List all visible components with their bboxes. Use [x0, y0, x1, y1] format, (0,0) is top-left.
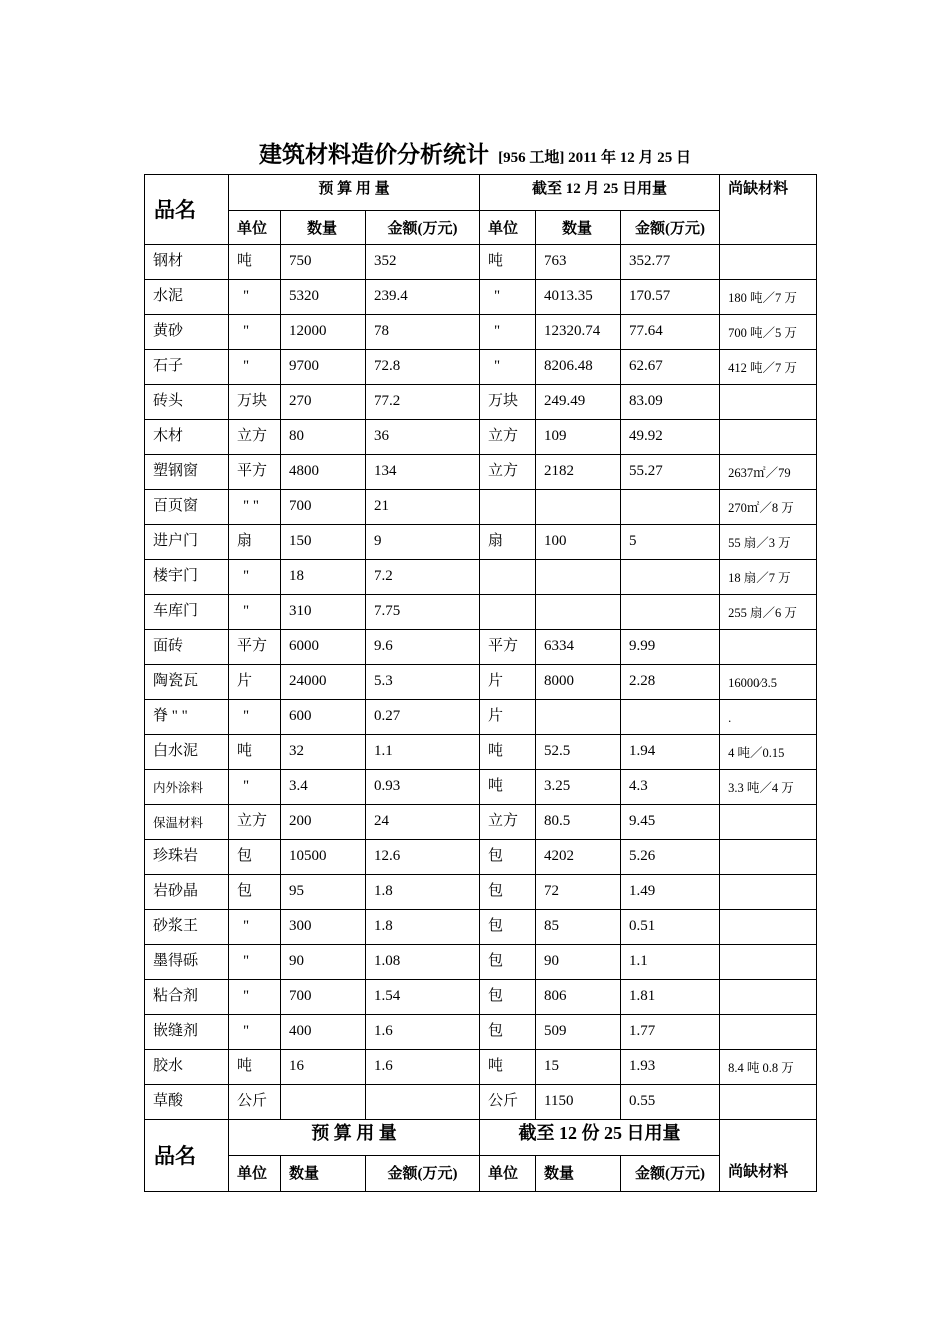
- cell-budget-unit: 平方: [229, 630, 281, 665]
- cell-used-amount: 62.67: [621, 350, 720, 385]
- footer-budget-amount: 金额(万元): [366, 1156, 480, 1192]
- cell-used-qty: 249.49: [536, 385, 621, 420]
- header-budget-amount: 金额(万元): [366, 211, 480, 245]
- cell-used-amount: 4.3: [621, 770, 720, 805]
- cell-shortage: [720, 805, 817, 840]
- cell-name: 保温材料: [145, 805, 229, 840]
- table-row: [145, 490, 817, 525]
- cell-budget-amount: 5.3: [366, 665, 480, 700]
- cell-budget-amount: 239.4: [366, 280, 480, 315]
- cell-budget-qty: 700: [281, 980, 366, 1015]
- cell-budget-qty: 4800: [281, 455, 366, 490]
- cell-used-unit: 立方: [480, 420, 536, 455]
- cell-used-unit: 万块: [480, 385, 536, 420]
- cell-name: 塑钢窗: [145, 455, 229, 490]
- cell-budget-unit: 吨: [229, 245, 281, 280]
- cell-shortage: 255 扇／6 万: [720, 595, 817, 630]
- cell-used-qty: 90: [536, 945, 621, 980]
- table-row: [145, 735, 817, 770]
- cell-name: 粘合剂: [145, 980, 229, 1015]
- cell-name: 嵌缝剂: [145, 1015, 229, 1050]
- header-budget-unit: 单位: [229, 211, 281, 245]
- cell-used-unit: 吨: [480, 1050, 536, 1085]
- cell-used-amount: 1.93: [621, 1050, 720, 1085]
- cell-shortage: [720, 420, 817, 455]
- cell-budget-amount: 1.54: [366, 980, 480, 1015]
- cell-name: 车库门: [145, 595, 229, 630]
- cell-shortage: 3.3 吨／4 万: [720, 770, 817, 805]
- cell-budget-unit: 立方: [229, 420, 281, 455]
- cell-used-amount: 49.92: [621, 420, 720, 455]
- cell-used-unit: 平方: [480, 630, 536, 665]
- table-row: [145, 700, 817, 735]
- cell-used-amount: 77.64: [621, 315, 720, 350]
- cell-budget-qty: 18: [281, 560, 366, 595]
- cell-budget-qty: 3.4: [281, 770, 366, 805]
- table-row: [145, 840, 817, 875]
- cell-budget-amount: 9: [366, 525, 480, 560]
- cell-used-qty: 12320.74: [536, 315, 621, 350]
- cell-name: 砂浆王: [145, 910, 229, 945]
- table-row: [145, 770, 817, 805]
- footer-budget-qty: 数量: [281, 1156, 366, 1192]
- cell-budget-amount: 7.2: [366, 560, 480, 595]
- cell-budget-qty: 6000: [281, 630, 366, 665]
- cell-budget-amount: 77.2: [366, 385, 480, 420]
- cell-used-unit: ": [480, 350, 536, 385]
- cell-budget-unit: ": [229, 1015, 281, 1050]
- cell-used-amount: 0.55: [621, 1085, 720, 1120]
- cell-name: 楼宇门: [145, 560, 229, 595]
- cell-budget-amount: 1.6: [366, 1015, 480, 1050]
- cell-budget-amount: 21: [366, 490, 480, 525]
- cell-budget-qty: [281, 1085, 366, 1120]
- cell-used-qty: 763: [536, 245, 621, 280]
- cell-budget-amount: 1.08: [366, 945, 480, 980]
- cell-budget-unit: ": [229, 980, 281, 1015]
- cell-used-unit: [480, 490, 536, 525]
- footer-budget-unit: 单位: [229, 1156, 281, 1192]
- cell-budget-qty: 16: [281, 1050, 366, 1085]
- cell-used-qty: 806: [536, 980, 621, 1015]
- cell-name: 胶水: [145, 1050, 229, 1085]
- cell-used-amount: 83.09: [621, 385, 720, 420]
- cell-used-unit: 公斤: [480, 1085, 536, 1120]
- cell-used-qty: 100: [536, 525, 621, 560]
- cell-shortage: [720, 1085, 817, 1120]
- cell-name: 百页窗: [145, 490, 229, 525]
- table-row: [145, 805, 817, 840]
- header-used-qty: 数量: [536, 211, 621, 245]
- cell-used-qty: 15: [536, 1050, 621, 1085]
- cell-budget-qty: 32: [281, 735, 366, 770]
- cell-shortage: 700 吨／5 万: [720, 315, 817, 350]
- cell-budget-unit: 包: [229, 840, 281, 875]
- table-row: [145, 560, 817, 595]
- cell-budget-unit: 公斤: [229, 1085, 281, 1120]
- cell-used-unit: 包: [480, 945, 536, 980]
- cell-used-qty: 80.5: [536, 805, 621, 840]
- materials-table: [144, 174, 817, 1192]
- table-row: [145, 315, 817, 350]
- cell-budget-qty: 12000: [281, 315, 366, 350]
- cell-name: 墨得砾: [145, 945, 229, 980]
- cell-used-qty: 1150: [536, 1085, 621, 1120]
- table-row: [145, 420, 817, 455]
- cell-budget-amount: 36: [366, 420, 480, 455]
- cell-budget-unit: 片: [229, 665, 281, 700]
- cell-used-qty: 509: [536, 1015, 621, 1050]
- cell-used-unit: [480, 595, 536, 630]
- cell-budget-qty: 700: [281, 490, 366, 525]
- cell-budget-amount: [366, 1085, 480, 1120]
- footer-used-group: 截至 12 份 25 日用量: [480, 1120, 720, 1156]
- cell-used-amount: 1.49: [621, 875, 720, 910]
- cell-shortage: 270㎡／8 万: [720, 490, 817, 525]
- header-row-1: [145, 175, 817, 211]
- cell-shortage: 4 吨／0.15: [720, 735, 817, 770]
- cell-used-qty: 2182: [536, 455, 621, 490]
- cell-used-unit: ": [480, 280, 536, 315]
- table-row: [145, 875, 817, 910]
- cell-budget-amount: 1.8: [366, 910, 480, 945]
- cell-budget-qty: 5320: [281, 280, 366, 315]
- cell-used-unit: 包: [480, 875, 536, 910]
- table-footer: [145, 1120, 817, 1192]
- cell-budget-qty: 750: [281, 245, 366, 280]
- cell-budget-unit: 平方: [229, 455, 281, 490]
- cell-name: 钢材: [145, 245, 229, 280]
- footer-row-1: [145, 1120, 817, 1156]
- cell-name: 面砖: [145, 630, 229, 665]
- table-row: [145, 1085, 817, 1120]
- cell-used-amount: 1.1: [621, 945, 720, 980]
- cell-shortage: [720, 1015, 817, 1050]
- cell-budget-amount: 1.1: [366, 735, 480, 770]
- cell-used-unit: 扇: [480, 525, 536, 560]
- table-row: [145, 385, 817, 420]
- cell-budget-unit: ": [229, 945, 281, 980]
- cell-name: 内外涂料: [145, 770, 229, 805]
- cell-shortage: [720, 840, 817, 875]
- cell-used-unit: 包: [480, 840, 536, 875]
- cell-used-amount: 0.51: [621, 910, 720, 945]
- cell-budget-qty: 10500: [281, 840, 366, 875]
- cell-budget-amount: 0.93: [366, 770, 480, 805]
- cell-shortage: 55 扇／3 万: [720, 525, 817, 560]
- footer-budget-group: 预 算 用 量: [229, 1120, 480, 1156]
- header-shortage: 尚缺材料: [720, 175, 817, 245]
- footer-shortage: 尚缺材料: [720, 1120, 817, 1192]
- cell-shortage: 180 吨／7 万: [720, 280, 817, 315]
- cell-used-qty: 52.5: [536, 735, 621, 770]
- cell-used-amount: 352.77: [621, 245, 720, 280]
- cell-name: 水泥: [145, 280, 229, 315]
- cell-shortage: [720, 910, 817, 945]
- cell-used-amount: 1.81: [621, 980, 720, 1015]
- header-budget-qty: 数量: [281, 211, 366, 245]
- cell-used-qty: 4202: [536, 840, 621, 875]
- cell-used-qty: [536, 595, 621, 630]
- cell-name: 岩砂晶: [145, 875, 229, 910]
- cell-shortage: 412 吨／7 万: [720, 350, 817, 385]
- footer-name: 品名: [145, 1120, 229, 1192]
- cell-shortage: 18 扇／7 万: [720, 560, 817, 595]
- cell-budget-qty: 80: [281, 420, 366, 455]
- cell-budget-unit: 立方: [229, 805, 281, 840]
- cell-used-amount: [621, 560, 720, 595]
- table-row: [145, 525, 817, 560]
- footer-used-amount: 金额(万元): [621, 1156, 720, 1192]
- footer-used-qty: 数量: [536, 1156, 621, 1192]
- table-body: [145, 175, 817, 1120]
- cell-name: 脊 " ": [145, 700, 229, 735]
- cell-budget-amount: 7.75: [366, 595, 480, 630]
- cell-budget-unit: ": [229, 595, 281, 630]
- cell-used-amount: 55.27: [621, 455, 720, 490]
- cell-used-unit: [480, 560, 536, 595]
- cell-budget-amount: 134: [366, 455, 480, 490]
- cell-used-qty: 109: [536, 420, 621, 455]
- cell-name: 木材: [145, 420, 229, 455]
- cell-used-unit: 片: [480, 700, 536, 735]
- cell-budget-amount: 9.6: [366, 630, 480, 665]
- cell-used-amount: [621, 490, 720, 525]
- cell-shortage: [720, 945, 817, 980]
- cell-budget-qty: 24000: [281, 665, 366, 700]
- cell-used-qty: 3.25: [536, 770, 621, 805]
- table-row: [145, 1050, 817, 1085]
- cell-used-amount: [621, 595, 720, 630]
- cell-shortage: [720, 245, 817, 280]
- cell-used-unit: 包: [480, 980, 536, 1015]
- header-used-unit: 单位: [480, 211, 536, 245]
- table-row: [145, 945, 817, 980]
- cell-used-amount: 1.94: [621, 735, 720, 770]
- cell-name: 珍珠岩: [145, 840, 229, 875]
- cell-used-qty: 8000: [536, 665, 621, 700]
- cell-used-unit: 立方: [480, 455, 536, 490]
- cell-used-unit: 立方: [480, 805, 536, 840]
- cell-budget-qty: 270: [281, 385, 366, 420]
- header-row-2: [145, 211, 817, 245]
- cell-budget-amount: 12.6: [366, 840, 480, 875]
- table-row: [145, 455, 817, 490]
- cell-budget-unit: 吨: [229, 735, 281, 770]
- table-row: [145, 245, 817, 280]
- cell-budget-qty: 150: [281, 525, 366, 560]
- table-row: [145, 910, 817, 945]
- cell-budget-amount: 24: [366, 805, 480, 840]
- cell-budget-amount: 1.8: [366, 875, 480, 910]
- cell-used-amount: [621, 700, 720, 735]
- cell-name: 陶瓷瓦: [145, 665, 229, 700]
- cell-shortage: 2637㎡／79: [720, 455, 817, 490]
- cell-used-qty: [536, 700, 621, 735]
- cell-used-amount: 2.28: [621, 665, 720, 700]
- cell-budget-unit: ": [229, 315, 281, 350]
- cell-budget-unit: " ": [229, 490, 281, 525]
- cell-used-unit: 片: [480, 665, 536, 700]
- cell-used-amount: 1.77: [621, 1015, 720, 1050]
- cell-budget-amount: 0.27: [366, 700, 480, 735]
- title-sub: [956 工地] 2011 年 12 月 25 日: [498, 150, 691, 166]
- cell-budget-amount: 1.6: [366, 1050, 480, 1085]
- cell-used-amount: 170.57: [621, 280, 720, 315]
- cell-used-qty: 4013.35: [536, 280, 621, 315]
- footer-used-unit: 单位: [480, 1156, 536, 1192]
- footer-row-2: [145, 1156, 817, 1192]
- cell-budget-unit: ": [229, 350, 281, 385]
- table-row: [145, 630, 817, 665]
- cell-used-unit: 吨: [480, 735, 536, 770]
- cell-used-unit: 吨: [480, 245, 536, 280]
- cell-budget-qty: 200: [281, 805, 366, 840]
- cell-budget-qty: 300: [281, 910, 366, 945]
- header-used-group: 截至 12 月 25 日用量: [480, 175, 720, 211]
- cell-budget-qty: 9700: [281, 350, 366, 385]
- cell-shortage: [720, 980, 817, 1015]
- cell-used-qty: 8206.48: [536, 350, 621, 385]
- cell-shortage: [720, 875, 817, 910]
- document-title: [0, 136, 950, 169]
- cell-budget-qty: 400: [281, 1015, 366, 1050]
- cell-budget-qty: 90: [281, 945, 366, 980]
- cell-used-qty: [536, 490, 621, 525]
- table-row: [145, 350, 817, 385]
- cell-budget-unit: 扇: [229, 525, 281, 560]
- cell-budget-unit: 包: [229, 875, 281, 910]
- cell-budget-unit: ": [229, 560, 281, 595]
- cell-budget-unit: ": [229, 280, 281, 315]
- cell-used-qty: [536, 560, 621, 595]
- cell-used-unit: 包: [480, 910, 536, 945]
- header-name: 品名: [145, 175, 229, 245]
- cell-budget-unit: ": [229, 770, 281, 805]
- cell-name: 草酸: [145, 1085, 229, 1120]
- cell-used-qty: 6334: [536, 630, 621, 665]
- cell-budget-qty: 95: [281, 875, 366, 910]
- table-row: [145, 280, 817, 315]
- cell-budget-unit: ": [229, 700, 281, 735]
- cell-used-unit: 包: [480, 1015, 536, 1050]
- table-row: [145, 595, 817, 630]
- table-row: [145, 665, 817, 700]
- cell-budget-qty: 600: [281, 700, 366, 735]
- title-main: 建筑材料造价分析统计: [258, 142, 489, 168]
- cell-name: 石子: [145, 350, 229, 385]
- cell-name: 进户门: [145, 525, 229, 560]
- cell-shortage: .: [720, 700, 817, 735]
- cell-used-amount: 9.45: [621, 805, 720, 840]
- cell-name: 黄砂: [145, 315, 229, 350]
- cell-shortage: 16000∕3.5: [720, 665, 817, 700]
- header-used-amount: 金额(万元): [621, 211, 720, 245]
- cell-used-amount: 5: [621, 525, 720, 560]
- cell-used-qty: 85: [536, 910, 621, 945]
- cell-shortage: [720, 385, 817, 420]
- cell-budget-amount: 78: [366, 315, 480, 350]
- cell-used-amount: 9.99: [621, 630, 720, 665]
- cell-name: 白水泥: [145, 735, 229, 770]
- cell-budget-qty: 310: [281, 595, 366, 630]
- table-row: [145, 980, 817, 1015]
- cell-used-unit: 吨: [480, 770, 536, 805]
- cell-used-unit: ": [480, 315, 536, 350]
- cell-used-amount: 5.26: [621, 840, 720, 875]
- cell-budget-unit: 吨: [229, 1050, 281, 1085]
- cell-budget-amount: 352: [366, 245, 480, 280]
- cell-budget-unit: 万块: [229, 385, 281, 420]
- cell-shortage: 8.4 吨 0.8 万: [720, 1050, 817, 1085]
- table-row: [145, 1015, 817, 1050]
- header-budget-group: 预 算 用 量: [229, 175, 480, 211]
- cell-name: 砖头: [145, 385, 229, 420]
- cell-budget-unit: ": [229, 910, 281, 945]
- cell-used-qty: 72: [536, 875, 621, 910]
- cell-shortage: [720, 630, 817, 665]
- cell-budget-amount: 72.8: [366, 350, 480, 385]
